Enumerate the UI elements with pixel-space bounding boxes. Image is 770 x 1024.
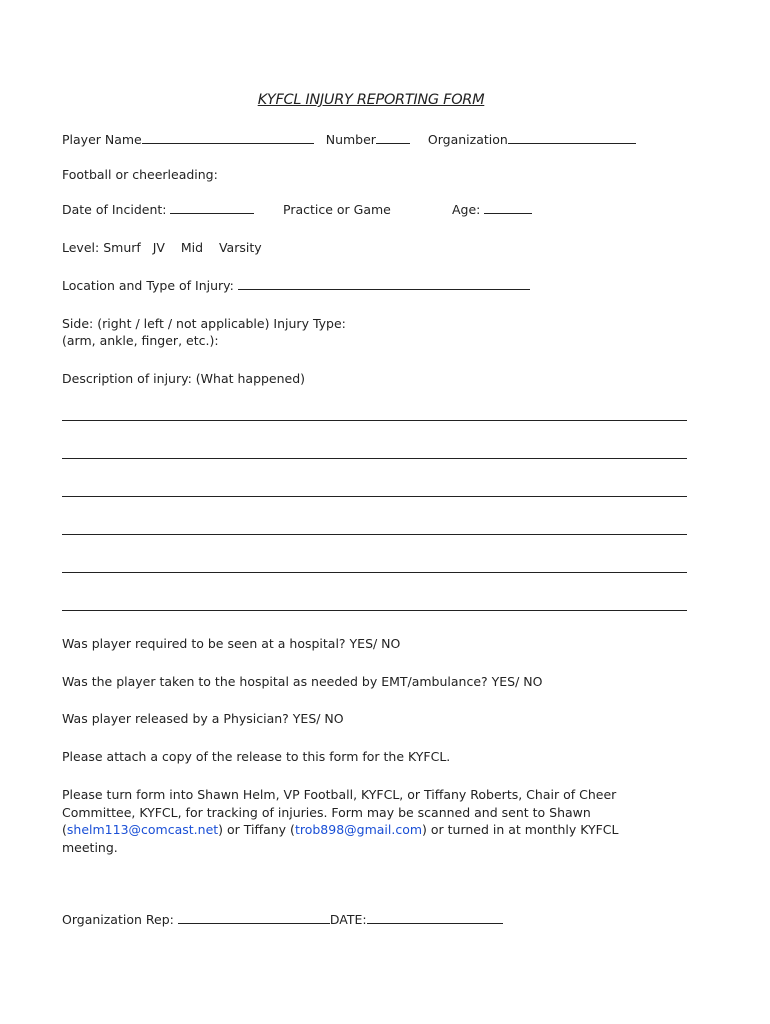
physician-question: Was player released by a Physician? YES/ NO	[62, 711, 344, 726]
emt-question: Was the player taken to the hospital as needed by EMT/ambulance? YES/ NO	[62, 674, 543, 689]
date-of-incident-field[interactable]	[170, 201, 254, 214]
email-link-shawn[interactable]: shelm113@comcast.net	[66, 822, 219, 837]
number-field[interactable]	[376, 131, 410, 144]
practice-or-game-label: Practice or Game	[283, 202, 391, 217]
form-title: KYFCL INJURY REPORTING FORM	[257, 92, 485, 108]
organization-field[interactable]	[508, 131, 636, 144]
submission-instructions	[62, 786, 662, 856]
age-row	[452, 201, 532, 218]
level-label: Level:	[62, 240, 100, 255]
location-field[interactable]	[238, 277, 530, 290]
player-info-row	[62, 131, 636, 148]
side-hint: (arm, ankle, finger, etc.):	[62, 333, 219, 348]
organization-label: Organization	[427, 132, 508, 147]
level-option-smurf[interactable]: Smurf	[103, 240, 141, 255]
description-line-1[interactable]	[62, 420, 687, 421]
attach-release-note: Please attach a copy of the release to this form for the KYFCL.	[62, 749, 451, 764]
description-line-3[interactable]	[62, 496, 687, 497]
age-field[interactable]	[484, 201, 532, 214]
date-of-incident-label: Date of Incident:	[62, 202, 167, 217]
date-field[interactable]	[367, 911, 503, 924]
description-line-4[interactable]	[62, 534, 687, 535]
signature-row	[62, 911, 503, 928]
description-line-5[interactable]	[62, 572, 687, 573]
instructions-text-3: ) or turned in at monthly KYFCL meeting.	[62, 822, 619, 855]
sport-label: Football or cheerleading:	[62, 167, 218, 182]
location-row	[62, 277, 530, 294]
level-option-varsity[interactable]: Varsity	[218, 240, 262, 255]
organization-rep-label: Organization Rep:	[62, 912, 174, 927]
age-label: Age:	[452, 202, 481, 217]
player-name-field[interactable]	[142, 131, 314, 144]
email-link-tiffany[interactable]: trob898@gmail.com	[294, 822, 423, 837]
organization-rep-field[interactable]	[178, 911, 330, 924]
hospital-question: Was player required to be seen at a hospital? YES/ NO	[62, 636, 401, 651]
level-option-mid[interactable]: Mid	[180, 240, 204, 255]
description-line-2[interactable]	[62, 458, 687, 459]
instructions-text-2: ) or Tiffany (	[218, 822, 295, 837]
date-label: DATE:	[329, 912, 367, 927]
player-name-label: Player Name	[62, 132, 142, 147]
side-label: Side: (right / left / not applicable) Injury Type:	[62, 316, 346, 331]
location-label: Location and Type of Injury:	[62, 278, 234, 293]
description-label: Description of injury: (What happened)	[62, 371, 306, 386]
instructions-text-1: Please turn form into Shawn Helm, VP Football, KYFCL, or Tiffany Roberts, Chair of Cheer Committee, KYFCL, for tracking of injuries. Form may be scanned and sent to Shawn (	[62, 787, 617, 837]
level-option-jv[interactable]: JV	[152, 240, 165, 255]
level-row	[62, 239, 262, 256]
incident-row	[62, 201, 254, 218]
number-label: Number	[325, 132, 376, 147]
description-line-6[interactable]	[62, 610, 687, 611]
